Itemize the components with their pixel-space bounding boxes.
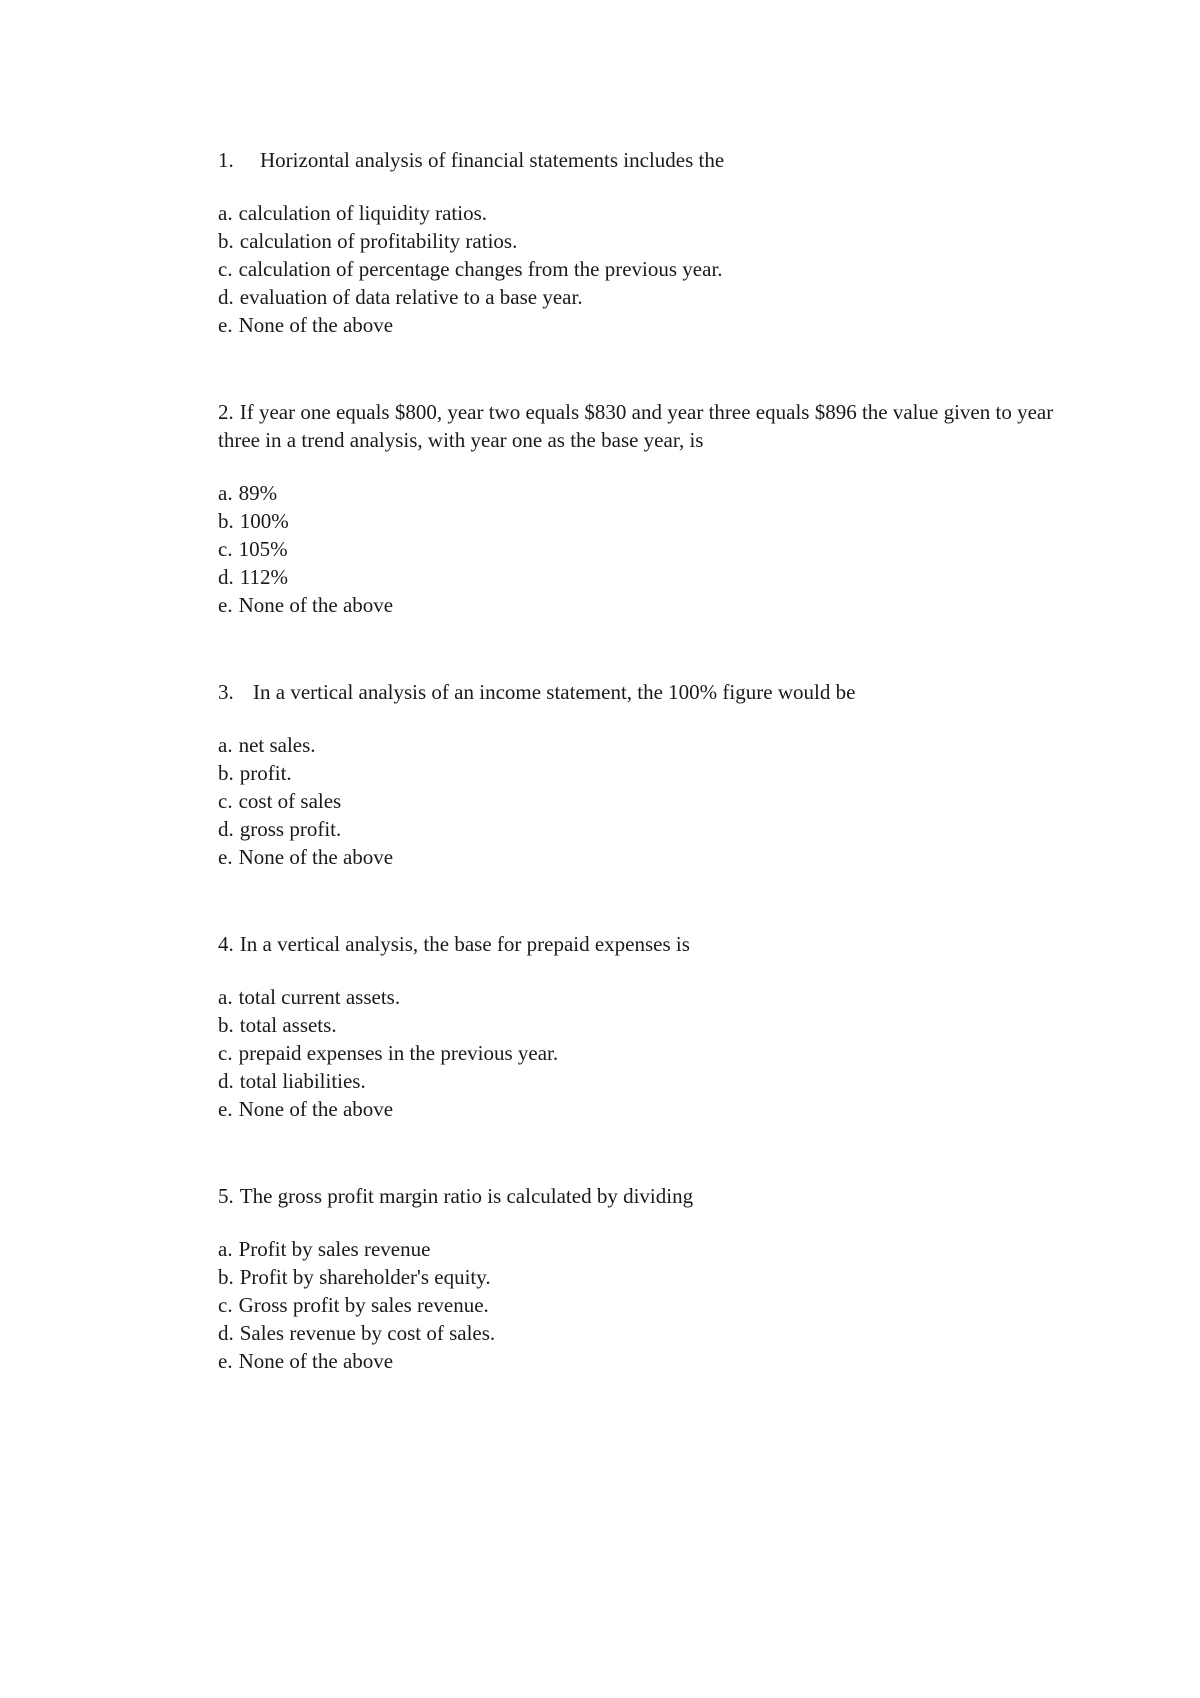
answer-option-e xyxy=(218,311,1098,339)
answer-option-b xyxy=(218,759,1098,787)
option-letter: d. xyxy=(218,285,234,309)
option-text: profit. xyxy=(239,761,292,785)
option-letter: e. xyxy=(218,1097,233,1121)
option-letter: d. xyxy=(218,565,234,589)
option-text: 89% xyxy=(238,481,278,505)
option-text: 100% xyxy=(239,509,289,533)
answer-options xyxy=(218,479,1098,619)
answer-option-d xyxy=(218,283,1098,311)
question-1 xyxy=(218,146,1098,339)
option-letter: a. xyxy=(218,481,233,505)
question-text: In a vertical analysis, the base for prepaid expenses is xyxy=(239,932,690,956)
option-letter: c. xyxy=(218,1041,233,1065)
question-5-stem xyxy=(218,1182,1098,1210)
option-text: prepaid expenses in the previous year. xyxy=(238,1041,559,1065)
answer-option-c xyxy=(218,1039,1098,1067)
option-letter: b. xyxy=(218,1013,234,1037)
answer-option-c xyxy=(218,787,1098,815)
answer-option-e xyxy=(218,1095,1098,1123)
option-letter: b. xyxy=(218,761,234,785)
question-text: In a vertical analysis of an income statement, the 100% figure would be xyxy=(253,680,856,704)
question-number: 4. xyxy=(218,932,234,956)
question-text: Horizontal analysis of financial statements includes the xyxy=(260,148,725,172)
question-number: 2. xyxy=(218,400,234,424)
answer-option-e xyxy=(218,843,1098,871)
option-letter: d. xyxy=(218,817,234,841)
answer-option-b xyxy=(218,507,1098,535)
option-text: 105% xyxy=(238,537,288,561)
option-text: calculation of profitability ratios. xyxy=(239,229,518,253)
option-letter: e. xyxy=(218,1349,233,1373)
question-3 xyxy=(218,678,1098,871)
answer-option-d xyxy=(218,563,1098,591)
option-text: None of the above xyxy=(238,313,394,337)
option-letter: e. xyxy=(218,845,233,869)
answer-option-b xyxy=(218,1263,1098,1291)
answer-option-c xyxy=(218,1291,1098,1319)
answer-option-a xyxy=(218,479,1098,507)
answer-options xyxy=(218,983,1098,1123)
option-text: None of the above xyxy=(238,1349,394,1373)
option-text: net sales. xyxy=(238,733,316,757)
option-text: Gross profit by sales revenue. xyxy=(238,1293,489,1317)
answer-option-a xyxy=(218,983,1098,1011)
option-text: None of the above xyxy=(238,593,394,617)
option-text: total assets. xyxy=(239,1013,337,1037)
option-text: gross profit. xyxy=(239,817,342,841)
option-letter: c. xyxy=(218,537,233,561)
answer-option-a xyxy=(218,1235,1098,1263)
option-letter: a. xyxy=(218,1237,233,1261)
question-4-stem xyxy=(218,930,1098,958)
question-number: 5. xyxy=(218,1184,234,1208)
option-text: 112% xyxy=(239,565,288,589)
answer-option-c xyxy=(218,255,1098,283)
option-letter: c. xyxy=(218,1293,233,1317)
option-letter: b. xyxy=(218,229,234,253)
answer-option-e xyxy=(218,1347,1098,1375)
answer-options xyxy=(218,199,1098,339)
option-text: total current assets. xyxy=(238,985,401,1009)
question-text: The gross profit margin ratio is calculated by dividing xyxy=(239,1184,694,1208)
option-letter: c. xyxy=(218,789,233,813)
answer-option-d xyxy=(218,1319,1098,1347)
option-text: evaluation of data relative to a base year. xyxy=(239,285,583,309)
option-text: calculation of liquidity ratios. xyxy=(238,201,488,225)
option-text: None of the above xyxy=(238,845,394,869)
option-text: None of the above xyxy=(238,1097,394,1121)
option-letter: e. xyxy=(218,313,233,337)
answer-options xyxy=(218,731,1098,871)
option-letter: d. xyxy=(218,1321,234,1345)
question-2-stem xyxy=(218,398,1098,454)
answer-option-a xyxy=(218,199,1098,227)
option-letter: d. xyxy=(218,1069,234,1093)
option-letter: b. xyxy=(218,509,234,533)
option-letter: a. xyxy=(218,985,233,1009)
question-text: If year one equals $800, year two equals $830 and year three equals $896 the value given to year three in a trend analysis, with year one as the base year, is xyxy=(218,400,1054,452)
question-5 xyxy=(218,1182,1098,1375)
option-text: Profit by shareholder's equity. xyxy=(239,1265,491,1289)
option-text: total liabilities. xyxy=(239,1069,366,1093)
question-4 xyxy=(218,930,1098,1123)
answer-option-b xyxy=(218,227,1098,255)
answer-option-d xyxy=(218,1067,1098,1095)
option-text: calculation of percentage changes from the previous year. xyxy=(238,257,723,281)
option-letter: c. xyxy=(218,257,233,281)
answer-options xyxy=(218,1235,1098,1375)
question-number: 3. xyxy=(218,680,234,704)
option-letter: b. xyxy=(218,1265,234,1289)
option-text: cost of sales xyxy=(238,789,342,813)
option-letter: a. xyxy=(218,733,233,757)
option-text: Profit by sales revenue xyxy=(238,1237,431,1261)
question-2 xyxy=(218,398,1098,619)
question-3-stem xyxy=(218,678,1098,706)
option-letter: a. xyxy=(218,201,233,225)
option-letter: e. xyxy=(218,593,233,617)
answer-option-a xyxy=(218,731,1098,759)
question-1-stem xyxy=(218,146,1098,174)
answer-option-d xyxy=(218,815,1098,843)
answer-option-e xyxy=(218,591,1098,619)
answer-option-b xyxy=(218,1011,1098,1039)
answer-option-c xyxy=(218,535,1098,563)
option-text: Sales revenue by cost of sales. xyxy=(239,1321,496,1345)
question-number: 1. xyxy=(218,148,234,172)
